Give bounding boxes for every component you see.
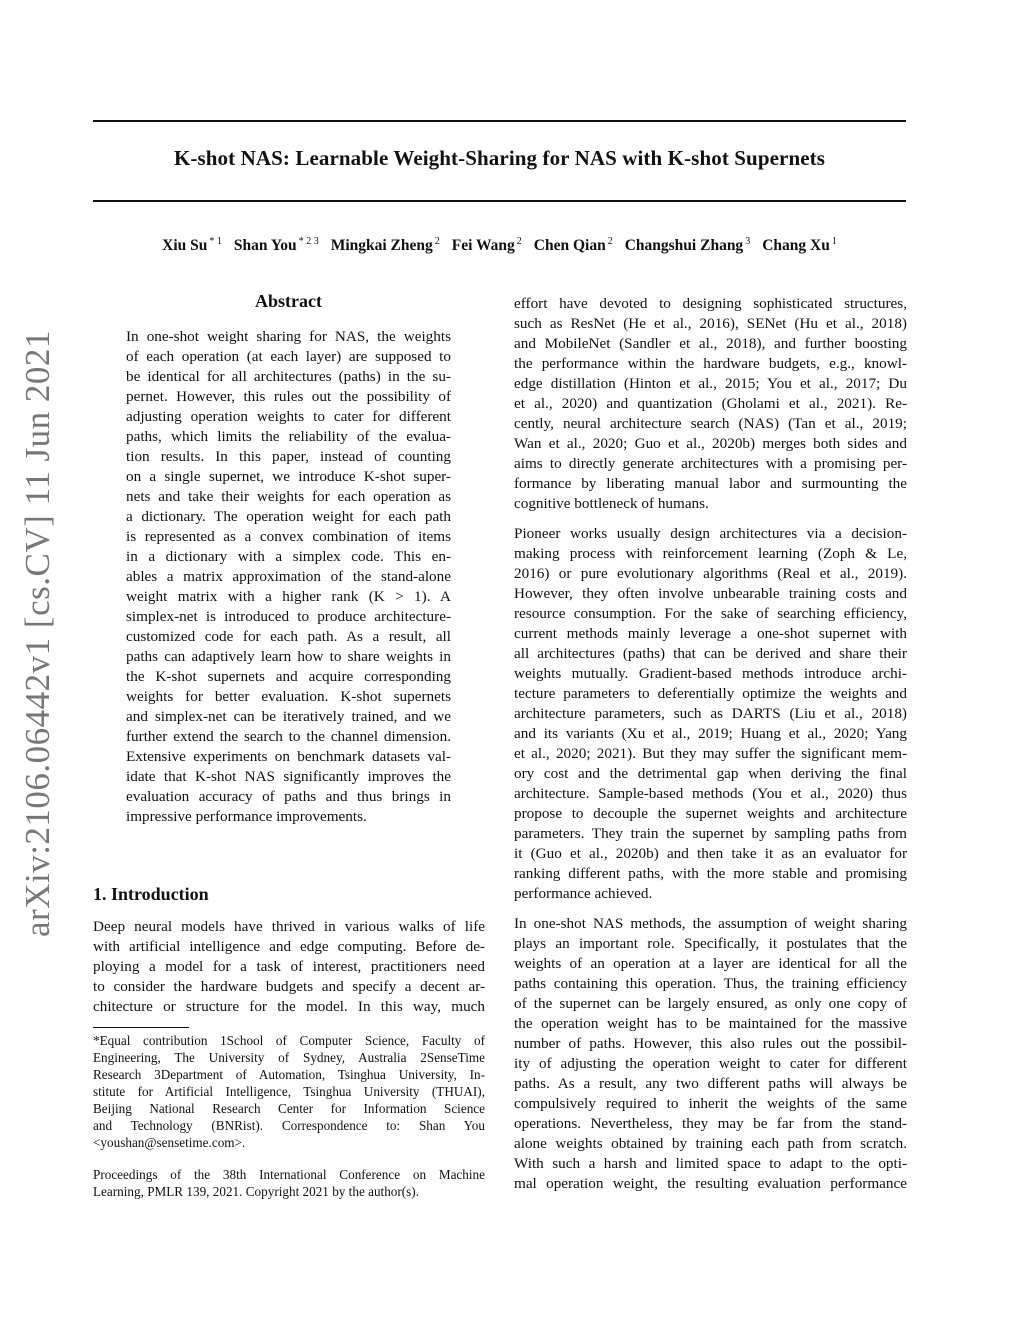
author-name [625, 236, 750, 255]
text-line: Wan et al., 2020; Guo et al., 2020b) merges both sides and [514, 435, 907, 452]
text-line: cently, neural architecture search (NAS) (Tan et al., 2019; [514, 415, 907, 432]
author-affiliation-marks: * 2 3 [298, 236, 319, 247]
text-line: is represented as a convex combination of items [126, 528, 451, 545]
text-line: Engineering, The University of Sydney, Australia 2SenseTime [93, 1050, 485, 1065]
text-line: alone weights obtained by training each path from scratch. [514, 1135, 907, 1152]
text-line: pernet. However, this rules out the possibility of [126, 388, 451, 405]
text-line: 2016) or pure evolutionary algorithms (Real et al., 2019). [514, 565, 907, 582]
author-name-text: Mingkai Zheng [330, 237, 433, 254]
text-line: paths containing this operation. Thus, the training efficiency [514, 975, 907, 992]
text-line: Proceedings of the 38th International Conference on Machine [93, 1167, 485, 1182]
text-line: making process with reinforcement learning (Zoph & Le, [514, 545, 907, 562]
text-line: edge distillation (Hinton et al., 2015; You et al., 2017; Du [514, 375, 907, 392]
text-line: operations. Nevertheless, they may be far from the stand- [514, 1115, 907, 1132]
text-line: ory cost and the detrimental gap when deriving the final [514, 765, 907, 782]
text-line: the performance within the hardware budgets, e.g., knowl- [514, 355, 907, 372]
text-line: the K-shot supernets and acquire corresponding [126, 668, 451, 685]
footnote-rule [93, 1027, 189, 1028]
author-name-text: Chen Qian [533, 237, 606, 254]
author-affiliation-marks: 2 [434, 236, 440, 247]
text-line: ity of adjusting the operation weight to cater for different [514, 1055, 907, 1072]
text-line: nets and take their weights for each operation as [126, 488, 451, 505]
text-line: plays an important role. Specifically, it postulates that the [514, 935, 907, 952]
title-top-rule [93, 120, 906, 122]
text-line: of the supernet can be largely ensured, as only one copy of [514, 995, 907, 1012]
author-name [331, 236, 440, 255]
right-column-paragraph-1 [514, 294, 907, 514]
text-line: ables a matrix approximation of the stand-alone [126, 568, 451, 585]
text-line: mal operation weight, the resulting evaluation performance [514, 1175, 907, 1192]
text-line: and Technology (BNRist). Correspondence to: Shan You [93, 1118, 485, 1133]
text-line: tion results. In this paper, instead of counting [126, 448, 451, 465]
text-line: aims to directly generate architectures with a promising per- [514, 455, 907, 472]
text-line: With such a harsh and limited space to adapt to the opti- [514, 1155, 907, 1172]
text-line: impressive performance improvements. [126, 808, 367, 825]
text-line: it (Guo et al., 2020b) and then take it as an evaluator for [514, 845, 907, 862]
text-line: Deep neural models have thrived in various walks of life [93, 918, 485, 935]
text-line: Research 3Department of Automation, Tsinghua University, In- [93, 1067, 485, 1082]
author-name [234, 236, 319, 255]
author-name [534, 236, 613, 255]
text-line: resource consumption. For the sake of searching efficiency, [514, 605, 907, 622]
text-line: customized code for each path. As a result, all [126, 628, 451, 645]
text-line: In one-shot weight sharing for NAS, the weights [126, 328, 451, 345]
text-line: to consider the hardware budgets and specify a decent ar- [93, 978, 485, 995]
text-line: effort have devoted to designing sophisticated structures, [514, 295, 907, 312]
text-line: architecture. Sample-based methods (You et al., 2020) thus [514, 785, 907, 802]
author-name-text: Fei Wang [451, 237, 515, 254]
author-affiliation-marks: 2 [516, 236, 522, 247]
introduction-heading: 1. Introduction [93, 884, 209, 904]
text-line: propose to decouple the supernet weights and architecture [514, 805, 907, 822]
text-line: chitecture or structure for the model. In this way, much [93, 998, 485, 1015]
proceedings-note [93, 1166, 485, 1200]
text-line: evaluation accuracy of paths and thus brings in [126, 788, 451, 805]
text-line: cognitive bottleneck of humans. [514, 495, 709, 512]
text-line: be identical for all architectures (paths) in the su- [126, 368, 451, 385]
text-line: number of paths. However, this also rules out the possibil- [514, 1035, 907, 1052]
author-name [452, 236, 522, 255]
affiliation-footnote [93, 1032, 485, 1151]
right-column-paragraph-2 [514, 524, 907, 904]
text-line: Pioneer works usually design architectures via a decision- [514, 525, 907, 542]
text-line: stitute for Artificial Intelligence, Tsinghua University (THUAI), [93, 1084, 485, 1099]
text-line: Learning, PMLR 139, 2021. Copyright 2021 by the author(s). [93, 1184, 419, 1199]
text-line: performance achieved. [514, 885, 653, 902]
text-line: et al., 2020; 2021). But they may suffer the significant mem- [514, 745, 907, 762]
text-line: weight matrix with a higher rank (K > 1). A [126, 588, 451, 605]
text-line: in a dictionary with a simplex code. This en- [126, 548, 451, 565]
introduction-paragraph [93, 917, 485, 1017]
author-name [162, 236, 222, 255]
author-affiliation-marks: 2 [607, 236, 613, 247]
text-line: parameters. They train the supernet by sampling paths from [514, 825, 907, 842]
author-list [93, 236, 906, 255]
text-line: However, they often involve unbearable training costs and [514, 585, 907, 602]
abstract-heading: Abstract [255, 291, 322, 311]
text-line: architecture parameters, such as DARTS (Liu et al., 2018) [514, 705, 907, 722]
text-line: weights mutually. Gradient-based methods introduce archi- [514, 665, 907, 682]
text-line: Extensive experiments on benchmark datasets val- [126, 748, 451, 765]
text-line: current methods mainly leverage a one-shot supernet with [514, 625, 907, 642]
text-line: and simplex-net can be iteratively trained, and we [126, 708, 451, 725]
right-column-paragraph-3 [514, 914, 907, 1194]
author-affiliation-marks: 3 [745, 236, 751, 247]
text-line: the operation weight has to be maintained for the massive [514, 1015, 907, 1032]
text-line: idate that K-shot NAS significantly improves the [126, 768, 451, 785]
paper-title: K-shot NAS: Learnable Weight-Sharing for NAS with K-shot Supernets [173, 146, 826, 170]
text-line: paths can adaptively learn how to share weights in [126, 648, 451, 665]
text-line: simplex-net is introduced to produce architecture- [126, 608, 451, 625]
text-line: compulsively required to inherit the weights of the same [514, 1095, 907, 1112]
author-affiliation-marks: * 1 [209, 236, 222, 247]
text-line: formance by liberating manual labor and surmounting the [514, 475, 907, 492]
text-line: ploying a model for a task of interest, practitioners need [93, 958, 485, 975]
abstract-body [126, 327, 451, 827]
text-line: et al., 2020) and quantization (Gholami et al., 2021). Re- [514, 395, 907, 412]
text-line: paths. As a result, any two different paths will always be [514, 1075, 907, 1092]
text-line: further extend the search to the channel dimension. [126, 728, 451, 745]
text-line: such as ResNet (He et al., 2016), SENet (Hu et al., 2018) [514, 315, 907, 332]
text-line: weights of an operation at a layer are identical for all the [514, 955, 907, 972]
title-bottom-rule [93, 200, 906, 202]
text-line: on a single supernet, we introduce K-shot super- [126, 468, 451, 485]
text-line: In one-shot NAS methods, the assumption of weight sharing [514, 915, 907, 932]
text-line: Beijing National Research Center for Information Science [93, 1101, 485, 1116]
author-affiliation-marks: 1 [831, 236, 837, 247]
author-name-text: Changshui Zhang [624, 237, 744, 254]
text-line: paths, which limits the reliability of the evalua- [126, 428, 451, 445]
author-name-text: Chang Xu [762, 237, 830, 254]
text-line: adjusting operation weights to cater for different [126, 408, 451, 425]
arxiv-identifier-stamp: arXiv:2106.06442v1 [cs.CV] 11 Jun 2021 [18, 330, 57, 937]
author-name-text: Shan You [233, 237, 297, 254]
text-line: with artificial intelligence and edge computing. Before de- [93, 938, 485, 955]
text-line: a dictionary. The operation weight for each path [126, 508, 451, 525]
text-line: all architectures (paths) that can be derived and share their [514, 645, 907, 662]
author-name [762, 236, 837, 255]
text-line: <youshan@sensetime.com>. [93, 1135, 246, 1150]
text-line: *Equal contribution 1School of Computer Science, Faculty of [93, 1033, 485, 1048]
text-line: of each operation (at each layer) are supposed to [126, 348, 451, 365]
text-line: and MobileNet (Sandler et al., 2018), and further boosting [514, 335, 907, 352]
text-line: weights for better evaluation. K-shot supernets [126, 688, 451, 705]
text-line: and its variants (Xu et al., 2019; Huang et al., 2020; Yang [514, 725, 907, 742]
text-line: ranking different paths, with the more stable and promising [514, 865, 907, 882]
text-line: tecture parameters to deferentially optimize the weights and [514, 685, 907, 702]
author-name-text: Xiu Su [162, 237, 208, 254]
